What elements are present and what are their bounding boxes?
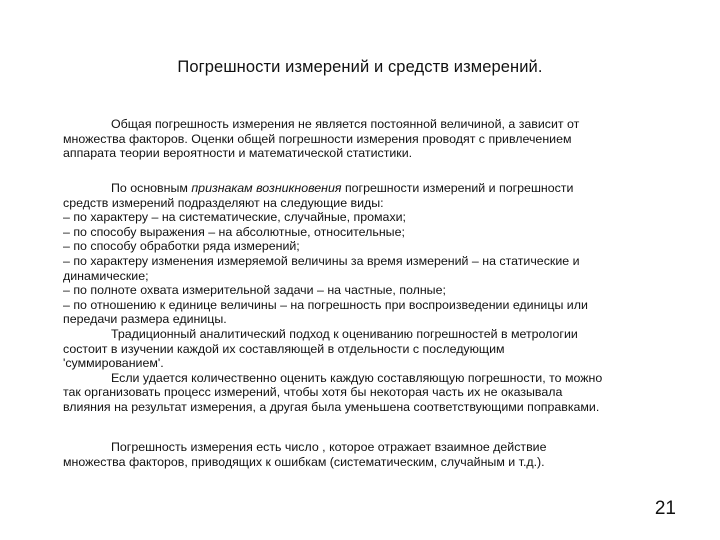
list-item: – по характеру – на систематические, случайные, промахи;	[63, 210, 406, 225]
list-item: – по способу выражения – на абсолютные, относительные;	[63, 224, 405, 239]
list-item: – по характеру изменения измеряемой величины за время измерений – на статические и	[63, 253, 580, 268]
paragraph-line: аппарата теории вероятности и математической статистики.	[63, 146, 413, 161]
paragraph-line: влияния на результат измерения, а другая была уменьшена соответствующими поправками.	[63, 399, 600, 414]
paragraph-line: 'суммированием'.	[63, 356, 164, 371]
paragraph-line: средств измерений подразделяют на следующие виды:	[63, 195, 384, 210]
paragraph-line	[63, 181, 678, 196]
paragraph-line: Общая погрешность измерения не является постоянной величиной, а зависит от	[111, 117, 580, 131]
list-item-continuation: передачи размера единицы.	[63, 312, 227, 327]
page-number: 21	[654, 498, 676, 519]
paragraph-error-definition	[63, 440, 678, 469]
italic-emphasis: признакам возникновения	[191, 181, 342, 195]
paragraph-line: Традиционный аналитический подход к оцениванию погрешностей в метрологии	[111, 326, 578, 341]
paragraph-line: Если удается количественно оценить каждую составляющую погрешности, то можно	[111, 370, 603, 385]
text-run: По основным	[111, 181, 192, 195]
paragraph-line: множества факторов, приводящих к ошибкам (систематическим, случайным и т.д.).	[63, 454, 545, 469]
list-item: – по способу обработки ряда измерений;	[63, 239, 300, 254]
paragraph-error-classification	[63, 181, 678, 415]
list-item: – по полноте охвата измерительной задачи – на частные, полные;	[63, 283, 446, 298]
slide-title: Погрешности измерений и средств измерений.	[177, 58, 543, 76]
paragraph-line: множества факторов. Оценки общей погрешности измерения проводят с привлечением	[63, 131, 572, 146]
paragraph-line: Погрешность измерения есть число , которое отражает взаимное действие	[111, 440, 547, 454]
list-item-continuation: динамические;	[63, 268, 149, 283]
paragraph-general-error	[63, 117, 678, 161]
text-run: погрешности измерений и погрешности	[341, 181, 574, 195]
paragraph-line: состоит в изучении каждой их составляющей в отдельности с последующим	[63, 341, 505, 356]
list-item: – по отношению к единице величины – на погрешность при воспроизведении единицы или	[63, 297, 588, 312]
paragraph-line: так организовать процесс измерений, чтобы хотя бы некоторая часть их не оказывала	[63, 385, 563, 400]
